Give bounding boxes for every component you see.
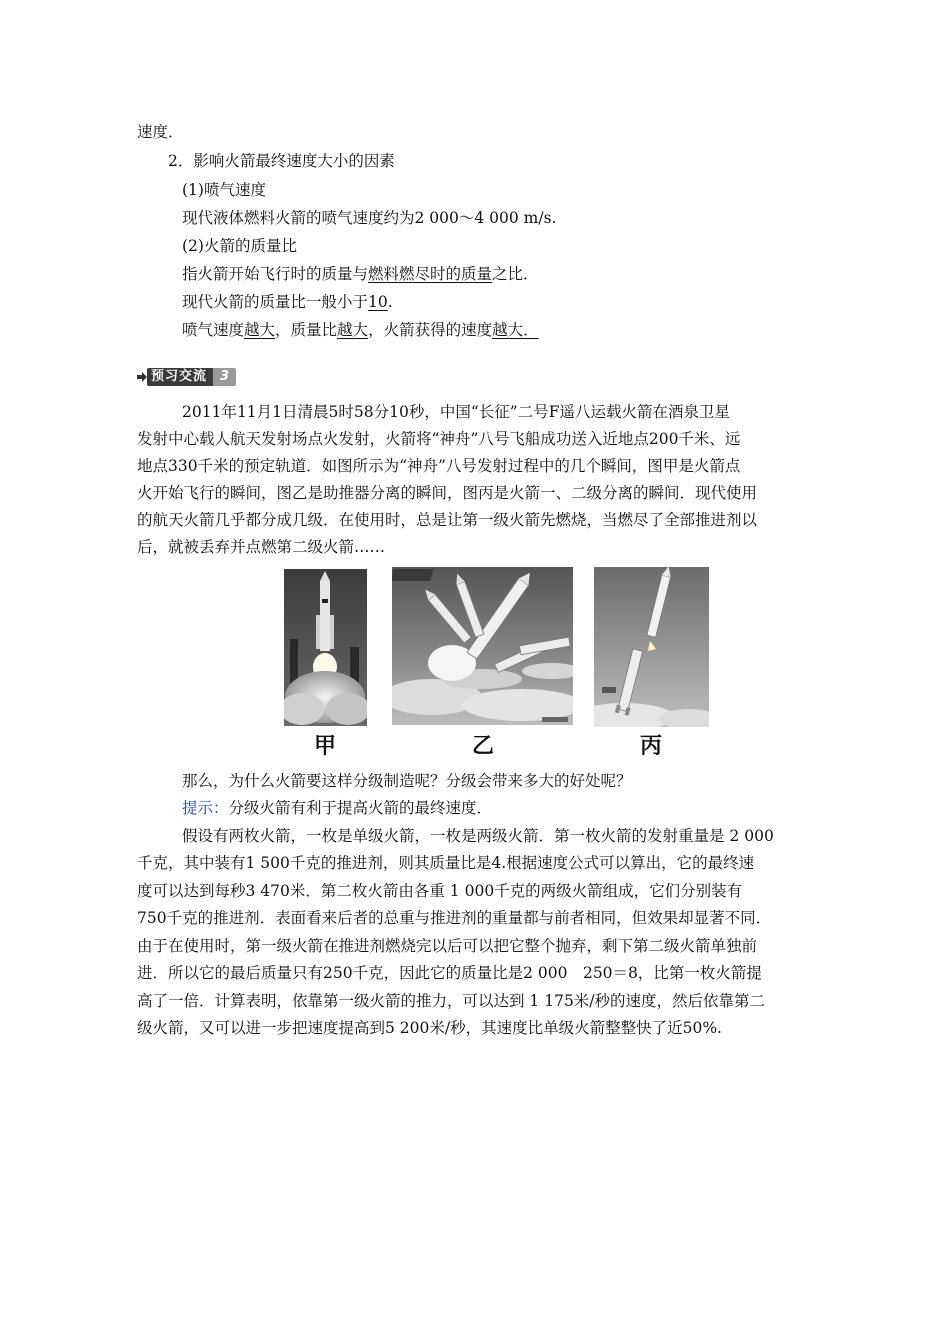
text-span: 喷气速度 [182, 321, 245, 339]
paragraph-line: 千克，其中装有1 500千克的推进剂，则其质量比是4.根据速度公式可以算出，它的最终速 [137, 854, 755, 872]
stage-separation-photo [594, 567, 709, 727]
text-span: ，质量比 [275, 321, 338, 339]
paragraph-line: 后，就被丢弃并点燃第二级火箭…… [137, 538, 386, 556]
paragraph-line: 级火箭，又可以进一步把速度提高到5 200米/秒，其速度比单级火箭整整快了近50%. [137, 1019, 722, 1037]
badge-label: 预习交流 [147, 368, 213, 386]
text-span: 现代火箭的质量比一般小于 [182, 293, 369, 311]
section-heading: 2．影响火箭最终速度大小的因素 [168, 152, 395, 170]
rocket-launch-photo [284, 569, 367, 726]
text-line [182, 264, 539, 284]
text-span: 之比． [492, 265, 539, 283]
text-span: 指火箭开始飞行时的质量与 [182, 265, 369, 283]
paragraph-line: 假设有两枚火箭，一枚是单级火箭，一枚是两级火箭．第一枚火箭的发射重量是 2 000 [182, 827, 774, 845]
text-line [182, 292, 393, 312]
paragraph-line: 地点330千米的预定轨道．如图所示为“神舟”八号发射过程中的几个瞬间，图甲是火箭点 [137, 457, 741, 475]
subheading-jet-speed: (1)喷气速度 [182, 181, 266, 199]
booster-separation-photo [392, 567, 573, 725]
underlined-answer: 越大 [337, 321, 369, 339]
paragraph-line: 由于在使用时，第一级火箭在推进剂燃烧完以后可以把它整个抛弃，剩下第二级火箭单独前 [137, 937, 758, 955]
image-caption: 乙 [471, 734, 494, 759]
paragraph-line: 发射中心载人航天发射场点火发射，火箭将“神舟”八号飞船成功送入近地点200千米、远 [137, 430, 741, 448]
underlined-answer: 燃料燃尽时的质量 [368, 265, 493, 283]
paragraph-line: 2011年11月1日清晨5时58分10秒，中国“长征”二号F遥八运载火箭在酒泉卫星 [182, 403, 730, 421]
image-caption: 甲 [313, 734, 336, 759]
paragraph-line: 火开始飞行的瞬间，图乙是助推器分离的瞬间，图丙是火箭一、二级分离的瞬间．现代使用 [137, 484, 758, 502]
paragraph-line: 的航天火箭几乎都分成几级．在使用时，总是让第一级火箭先燃烧，当燃尽了全部推进剂以 [137, 511, 758, 529]
underlined-answer: 越大 [244, 321, 276, 339]
underlined-answer: 10 [368, 293, 388, 311]
hint-text: 分级火箭有利于提高火箭的最终速度． [228, 799, 493, 817]
paragraph-line: 进．所以它的最后质量只有250千克，因此它的质量比是2 000 250＝8，比第一枚火箭提 [137, 964, 762, 982]
paragraph-line: 高了一倍．计算表明，依靠第一级火箭的推力，可以达到 1 175米/秒的速度，然后依靠第二 [137, 992, 766, 1010]
hint-line [182, 798, 492, 818]
subheading-mass-ratio: (2)火箭的质量比 [182, 237, 297, 255]
hint-label: 提示： [182, 799, 229, 817]
question-line: 那么，为什么火箭要这样分级制造呢？分级会带来多大的好处呢？ [182, 772, 632, 790]
badge-number: 3 [213, 368, 236, 386]
paragraph-line: 750千克的推进剂．表面看来后者的总重与推进剂的重量都与前者相同，但效果却显著不同． [137, 909, 772, 927]
underlined-answer: 越大． [492, 321, 539, 339]
text-span: . [387, 293, 393, 311]
arrow-right-icon [137, 372, 147, 382]
section-badge [137, 368, 236, 386]
text-line: 速度． [137, 123, 184, 141]
text-line: 现代液体燃料火箭的喷气速度约为2 000～4 000 m/s. [182, 209, 557, 227]
text-span: ，火箭获得的速度 [368, 321, 493, 339]
paragraph-line: 度可以达到每秒3 470米．第二枚火箭由各重 1 000千克的两级火箭组成，它们分别装有 [137, 882, 743, 900]
text-line [182, 320, 539, 340]
image-caption: 丙 [639, 734, 662, 759]
